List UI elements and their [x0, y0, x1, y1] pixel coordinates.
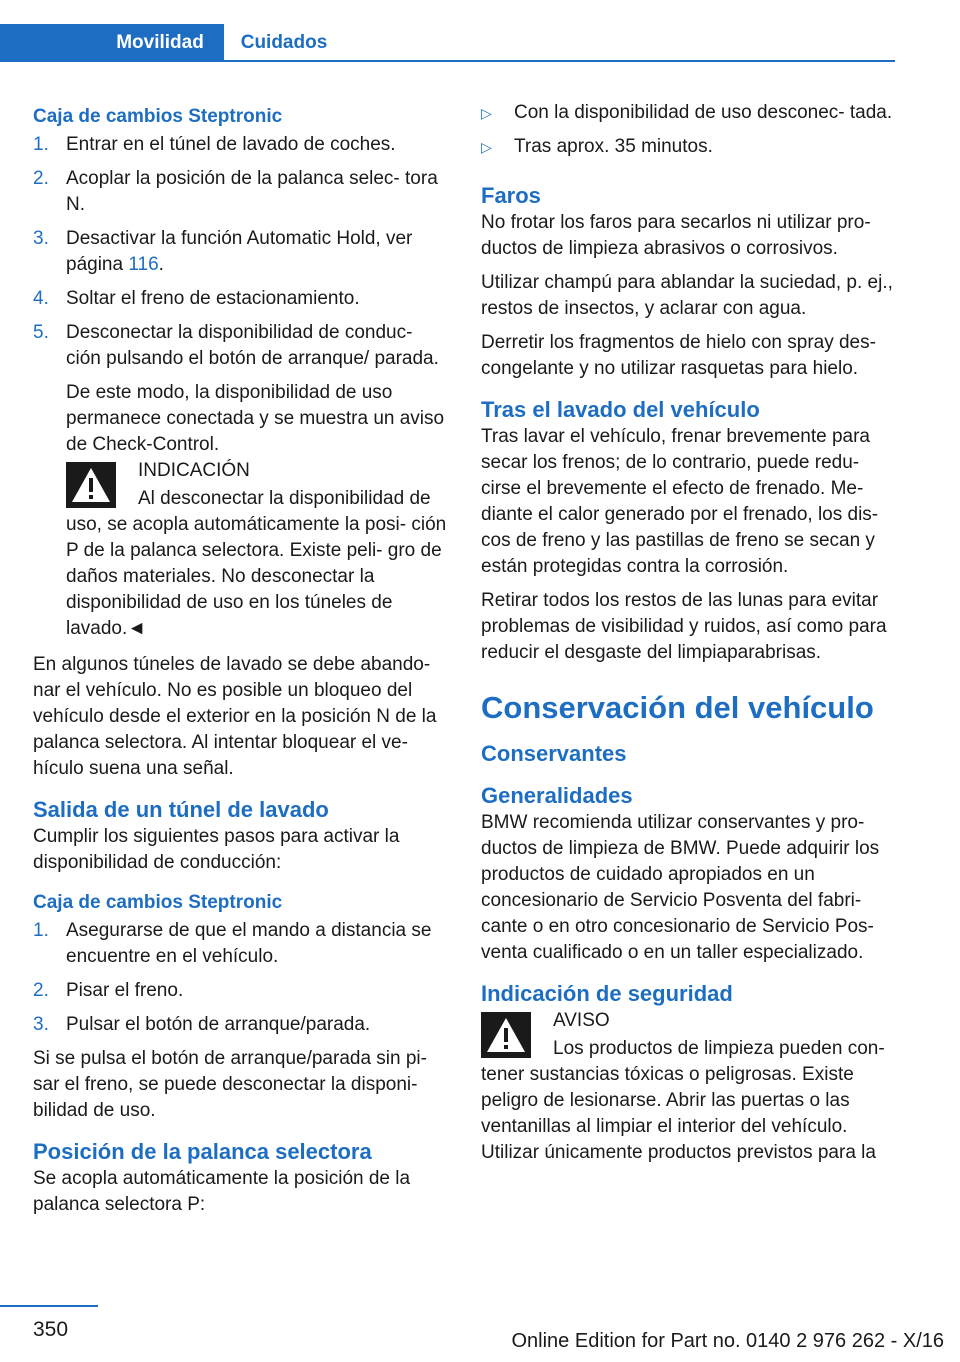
- paragraph: Tras lavar el vehículo, frenar brevemente para secar los frenos; de lo contrario, puede redu- cirse el brevemente el efecto de frenado. Me- diante el calor generado por el frenado, los dis- cos de freno y las pastillas de freno se secan y están protegidas contra la corrosión.: [481, 426, 879, 577]
- edition-text: Online Edition for Part no. 0140 2 976 262 - X/16: [511, 1330, 944, 1352]
- bullet-list: [481, 100, 896, 160]
- warning-triangle-icon: [481, 1012, 531, 1058]
- heading-steptronic-2: Caja de cambios Steptronic: [33, 892, 283, 913]
- heading-conservacion: Conservación del vehículo: [481, 690, 874, 725]
- list-item: [33, 166, 447, 218]
- wash-steps-list: [33, 132, 447, 372]
- heading-tras-lavado: Tras el lavado del vehículo: [481, 397, 760, 422]
- list-item: [33, 978, 447, 1004]
- paragraph: No frotar los faros para secarlos ni utilizar pro- ductos de limpieza abrasivos o corrosivos.: [481, 212, 871, 259]
- heading-faros: Faros: [481, 183, 541, 208]
- list-item: [33, 320, 447, 372]
- chapter-tabs: [0, 0, 895, 62]
- list-item: [33, 286, 447, 312]
- heading-seguridad: Indicación de seguridad: [481, 981, 733, 1006]
- step-text: Acoplar la posición de la palanca selec- tora N.: [66, 168, 438, 215]
- step-number: 3.: [33, 228, 49, 249]
- triangle-bullet-icon: ▷: [481, 105, 492, 121]
- warning-triangle-icon: [66, 462, 116, 508]
- exit-steps-list: [33, 918, 447, 1038]
- step-text: Asegurarse de que el mando a distancia se encuentre en el vehículo.: [66, 920, 432, 967]
- heading-posicion: Posición de la palanca selectora: [33, 1139, 372, 1164]
- warning-body: tener sustancias tóxicas o peligrosas. Existe peligro de lesionarse. Abrir las puertas o las ventanillas al limpiar el interior del vehículo. Utilizar únicamente productos previstos para la: [481, 1064, 876, 1163]
- paragraph: Derretir los fragmentos de hielo con spray des- congelante y no utilizar rasquetas para hielo.: [481, 332, 876, 379]
- page-number: 350: [33, 1318, 69, 1341]
- step-number: 4.: [33, 288, 49, 309]
- paragraph: Retirar todos los restos de las lunas para evitar problemas de visibilidad y ruidos, así como para reducir el desgaste del limpiaparabrisas.: [481, 590, 887, 663]
- notice-title: INDICACIÓN: [138, 460, 250, 481]
- step-number: 3.: [33, 1014, 49, 1035]
- heading-generalidades: Generalidades: [481, 783, 633, 808]
- warning-block: [481, 1008, 896, 1166]
- list-item: [33, 1012, 447, 1038]
- tab-movilidad[interactable]: Movilidad: [0, 24, 224, 62]
- left-column: [33, 100, 447, 1226]
- step-text: Pulsar el botón de arranque/parada.: [66, 1014, 371, 1035]
- heading-steptronic-1: Caja de cambios Steptronic: [33, 106, 283, 127]
- footer-rule: [0, 1305, 98, 1307]
- step-number: 2.: [33, 168, 49, 189]
- bullet-text: Con la disponibilidad de uso desconec- tada.: [514, 102, 893, 123]
- step-text: Entrar en el túnel de lavado de coches.: [66, 134, 396, 155]
- step-number: 5.: [33, 322, 49, 343]
- bullet-text: Tras aprox. 35 minutos.: [514, 136, 713, 157]
- warning-title: AVISO: [553, 1010, 610, 1031]
- paragraph: Utilizar champú para ablandar la suciedad, p. ej., restos de insectos, y aclarar con agua.: [481, 272, 893, 319]
- tab-cuidados[interactable]: Cuidados: [240, 32, 328, 53]
- step-text: Desactivar la función Automatic Hold, ver página: [66, 228, 413, 275]
- step-text: Pisar el freno.: [66, 980, 184, 1001]
- step-number: 1.: [33, 920, 49, 941]
- right-column: [481, 100, 896, 1176]
- triangle-bullet-icon: ▷: [481, 139, 492, 155]
- step-text: Desconectar la disponibilidad de conduc- ción pulsando el botón de arranque/ parada.: [66, 322, 439, 369]
- tab-underline: [0, 60, 895, 62]
- page-link[interactable]: 116: [128, 254, 159, 275]
- step-text-wrap: [66, 226, 447, 278]
- list-item: [33, 226, 447, 278]
- step5-note: De este modo, la disponibilidad de uso permanece conectada y se muestra un aviso de Check-Control.: [66, 382, 445, 455]
- notice-lead: Al desconectar la disponibilidad de: [138, 488, 431, 509]
- step-number: 2.: [33, 980, 49, 1001]
- paragraph: En algunos túneles de lavado se debe abando- nar el vehículo. No es posible un bloqueo del vehículo desde el exterior en la posición N de la palanca selectora. Al intentar bloquear el ve- hículo suena una señal.: [33, 654, 437, 779]
- paragraph: BMW recomienda utilizar conservantes y pro- ductos de limpieza de BMW. Puede adquirir los productos de cuidado apropiados en un concesionario de Servicio Posventa del fabri- cante o en otro concesionario de Servicio Pos- venta cualificado o en un taller especializado.: [481, 812, 880, 963]
- step-text: Soltar el freno de estacionamiento.: [66, 288, 360, 309]
- heading-conservantes: Conservantes: [481, 741, 627, 766]
- paragraph: Se acopla automáticamente la posición de la palanca selectora P:: [33, 1168, 411, 1215]
- step-number: 1.: [33, 134, 49, 155]
- list-item: [33, 132, 447, 158]
- paragraph: Cumplir los siguientes pasos para activar la disponibilidad de conducción:: [33, 826, 400, 873]
- step-tail: .: [158, 254, 164, 275]
- notice-body: uso, se acopla automáticamente la posi- ción P de la palanca selectora. Existe peli- gro de daños materiales. No desconectar la disponibilidad de uso en los túneles de lavado.◄: [66, 514, 447, 639]
- list-item: [33, 918, 447, 970]
- paragraph: Si se pulsa el botón de arranque/parada sin pi- sar el freno, se puede desconectar la disponi- bilidad de uso.: [33, 1048, 427, 1121]
- list-item: [481, 134, 896, 160]
- list-item: [481, 100, 896, 126]
- notice-block: [33, 458, 447, 642]
- heading-salida: Salida de un túnel de lavado: [33, 797, 329, 822]
- warning-lead: Los productos de limpieza pueden con-: [553, 1038, 885, 1059]
